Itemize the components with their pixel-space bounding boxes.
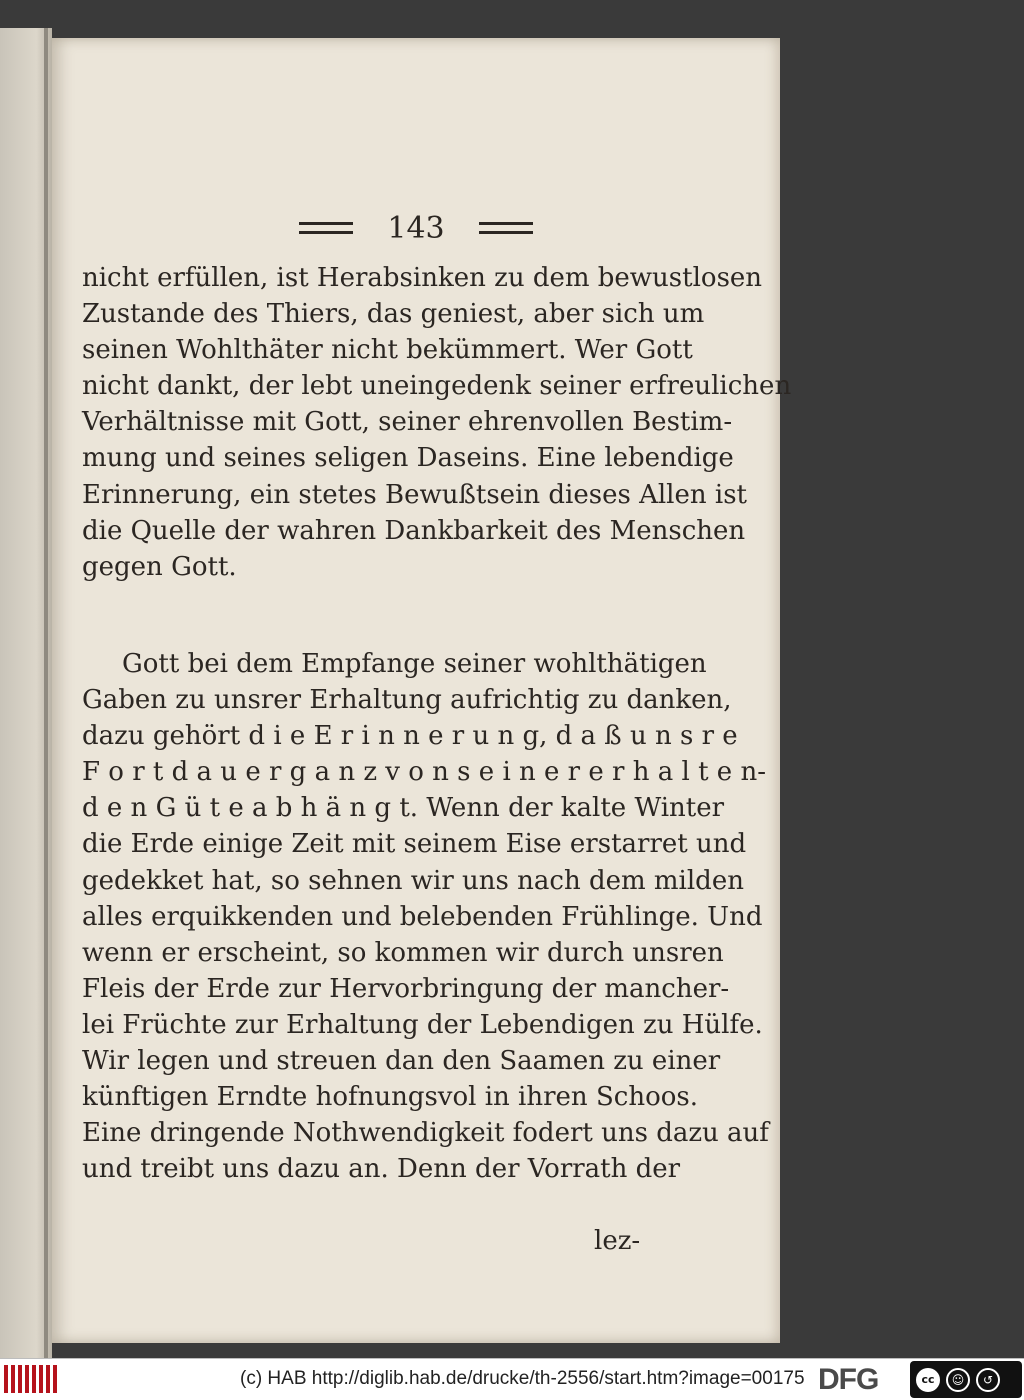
header-rule-right: [479, 222, 533, 234]
text-line: Fleis der Erde zur Hervorbringung der mancher-: [82, 973, 730, 1004]
text-line: seinen Wohlthäter nicht bekümmert. Wer Gott: [82, 335, 693, 366]
text-line: Wir legen und streuen dan den Saamen zu einer: [82, 1046, 721, 1077]
text-line: Eine dringende Nothwendigkeit fodert uns dazu auf: [82, 1118, 769, 1149]
book-page: [52, 38, 792, 1343]
text-line: Gott bei dem Empfange seiner wohlthätigen: [122, 649, 707, 679]
text-line: Zustande des Thiers, das geniest, aber sich um: [82, 299, 705, 330]
dfg-logo: DFG: [818, 1363, 879, 1396]
text-line: gegen Gott.: [82, 551, 237, 582]
text-line: F o r t d a u e r g a n z v o n s e i n e r e r h a l t e n-: [82, 757, 766, 788]
text-line: gedekket hat, so sehnen wir uns nach dem milden: [82, 865, 744, 896]
text-line: die Quelle der wahren Dankbarkeit des Menschen: [82, 515, 746, 546]
page-number: 143: [387, 210, 445, 246]
text-line: lei Früchte zur Erhaltung der Lebendigen zu Hülfe.: [82, 1009, 763, 1040]
viewer-footer: [0, 1358, 1024, 1400]
paragraph-2: [82, 646, 769, 1187]
text-line: alles erquikkenden und belebenden Frühlinge. Und: [82, 901, 763, 932]
text-line: die Erde einige Zeit mit seinem Eise erstarret und: [82, 829, 747, 860]
sa-icon: ↺: [976, 1368, 1000, 1392]
text-line: dazu gehört d i e E r i n n e r u n g, d a ß u n s r e: [82, 721, 738, 752]
text-line: und treibt uns dazu an. Denn der Vorrath der: [82, 1154, 681, 1185]
header-rule-left: [299, 222, 353, 234]
license-badge[interactable]: [910, 1361, 1022, 1398]
text-line: wenn er erscheint, so kommen wir durch unsren: [82, 937, 724, 968]
cc-icon: cc: [916, 1368, 940, 1392]
text-line: d e n G ü t e a b h ä n g t. Wenn der kalte Winter: [82, 793, 725, 824]
page-gutter: [44, 28, 48, 1358]
paragraph-1: [82, 260, 792, 585]
catchword: lez-: [594, 1226, 641, 1256]
by-icon: ☺: [946, 1368, 970, 1392]
text-line: nicht dankt, der lebt uneingedenk seiner erfreulichen: [82, 371, 792, 402]
left-page-edge: [0, 28, 52, 1358]
text-line: nicht erfüllen, ist Herabsinken zu dem bewustlosen: [82, 263, 763, 293]
credit-link[interactable]: (c) HAB http://diglib.hab.de/drucke/th-2556/start.htm?image=00175: [240, 1368, 805, 1389]
text-line: künftigen Erndte hofnungsvol in ihren Schoos.: [82, 1082, 698, 1113]
text-line: mung und seines seligen Daseins. Eine lebendige: [82, 443, 734, 474]
text-line: Gaben zu unsrer Erhaltung aufrichtig zu danken,: [82, 685, 732, 716]
page-header: [52, 206, 780, 250]
hab-logo-icon: [4, 1365, 57, 1393]
text-line: Verhältnisse mit Gott, seiner ehrenvollen Bestim-: [82, 407, 733, 438]
text-line: Erinnerung, ein stetes Bewußtsein dieses Allen ist: [82, 479, 747, 510]
